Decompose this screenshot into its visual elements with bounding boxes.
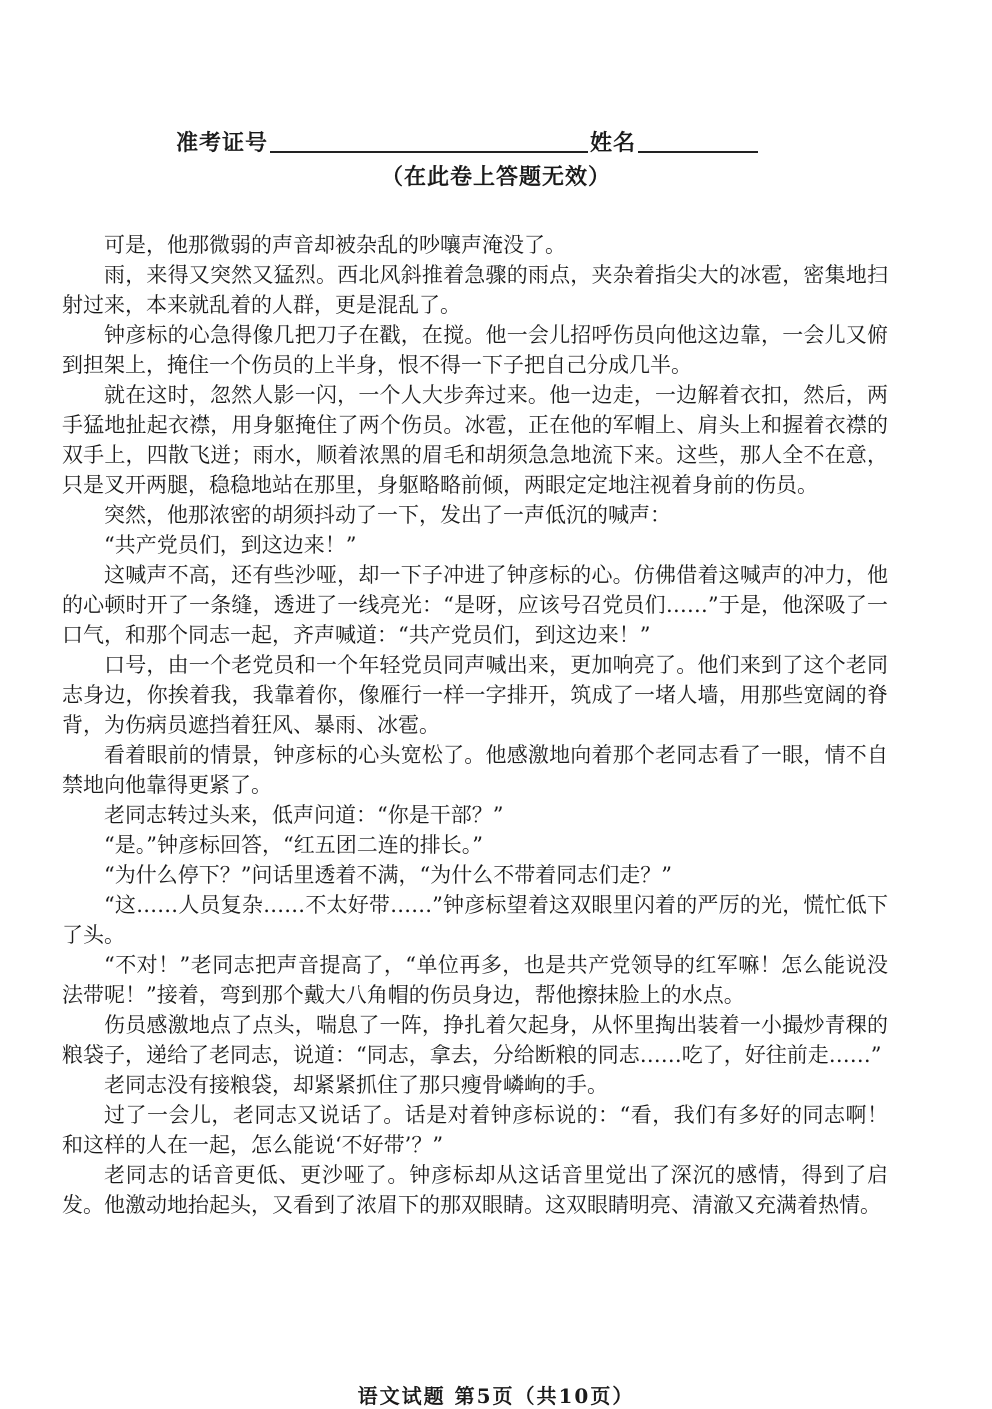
paragraph: “不对！”老同志把声音提高了，“单位再多，也是共产党领导的红军嘛！怎么能说没法带呢！”接着，弯到那个戴大八角帽的伤员身边，帮他擦抹脸上的水点。 [62,953,888,1007]
exam-header [0,122,992,162]
paragraph: “为什么停下？”问话里透着不满，“为什么不带着同志们走？” [104,863,672,887]
paragraph: 钟彦标的心急得像几把刀子在戳，在搅。他一会儿招呼伤员向他这边靠，一会儿又俯到担架上，掩住一个伤员的上半身，恨不得一下子把自己分成几半。 [62,323,888,377]
paragraph: “是。”钟彦标回答，“红五团二连的排长。” [104,833,483,857]
paragraph: 可是，他那微弱的声音却被杂乱的吵嚷声淹没了。 [104,233,566,257]
paragraph: “共产党员们，到这边来！” [104,533,357,557]
paragraph: 看着眼前的情景，钟彦标的心头宽松了。他感激地向着那个老同志看了一眼，情不自禁地向他靠得更紧了。 [62,743,888,797]
page-footer: 语文试题 第5页（共10页） [357,1384,635,1408]
paragraph: 突然，他那浓密的胡须抖动了一下，发出了一声低沉的喊声： [104,503,671,527]
exam-number-label: 准考证号 [176,130,269,156]
paragraph: 就在这时，忽然人影一闪，一个人大步奔过来。他一边走，一边解着衣扣，然后，两手猛地扯起衣襟，用身躯掩住了两个伤员。冰雹，正在他的军帽上、肩头上和握着衣襟的双手上，四散飞迸；雨水，顺着浓黑的眉毛和胡须急急地流下来。这些，那人全不在意，只是叉开两腿，稳稳地站在那里，身躯略略前倾，两眼定定地注视着身前的伤员。 [62,383,888,497]
name-label: 姓名 [590,130,637,156]
paragraph: 老同志转过头来，低声问道：“你是干部？” [104,803,504,827]
paragraph: 口号，由一个老党员和一个年轻党员同声喊出来，更加响亮了。他们来到了这个老同志身边，你挨着我，我靠着你，像雁行一样一字排开，筑成了一堵人墙，用那些宽阔的脊背，为伤病员遮挡着狂风、暴雨、冰雹。 [62,653,888,737]
invalid-answer-notice: （在此卷上答题无效） [380,164,611,190]
paragraph: “这……人员复杂……不太好带……”钟彦标望着这双眼里闪着的严厉的光，慌忙低下了头。 [62,893,888,947]
exam-number-blank [270,151,588,153]
name-blank [638,151,758,153]
paragraph: 老同志没有接粮袋，却紧紧抓住了那只瘦骨嶙峋的手。 [104,1073,608,1097]
paragraph: 过了一会儿，老同志又说话了。话是对着钟彦标说的：“看，我们有多好的同志啊！和这样的人在一起，怎么能说‘不好带’？” [62,1103,888,1157]
story-text [62,230,888,1220]
paragraph: 伤员感激地点了点头，喘息了一阵，挣扎着欠起身，从怀里掏出装着一小撮炒青稞的粮袋子，递给了老同志，说道：“同志，拿去，分给断粮的同志……吃了，好往前走……” [62,1013,888,1067]
paragraph: 这喊声不高，还有些沙哑，却一下子冲进了钟彦标的心。仿佛借着这喊声的冲力，他的心顿时开了一条缝，透进了一线亮光：“是呀，应该号召党员们……”于是，他深吸了一口气，和那个同志一起，齐声喊道：“共产党员们，到这边来！” [62,563,888,647]
paragraph: 雨，来得又突然又猛烈。西北风斜推着急骤的雨点，夹杂着指尖大的冰雹，密集地扫射过来，本来就乱着的人群，更是混乱了。 [62,263,888,317]
paragraph: 老同志的话音更低、更沙哑了。钟彦标却从这话音里觉出了深沉的感情，得到了启发。他激动地抬起头，又看到了浓眉下的那双眼睛。这双眼睛明亮、清澈又充满着热情。 [62,1163,888,1217]
